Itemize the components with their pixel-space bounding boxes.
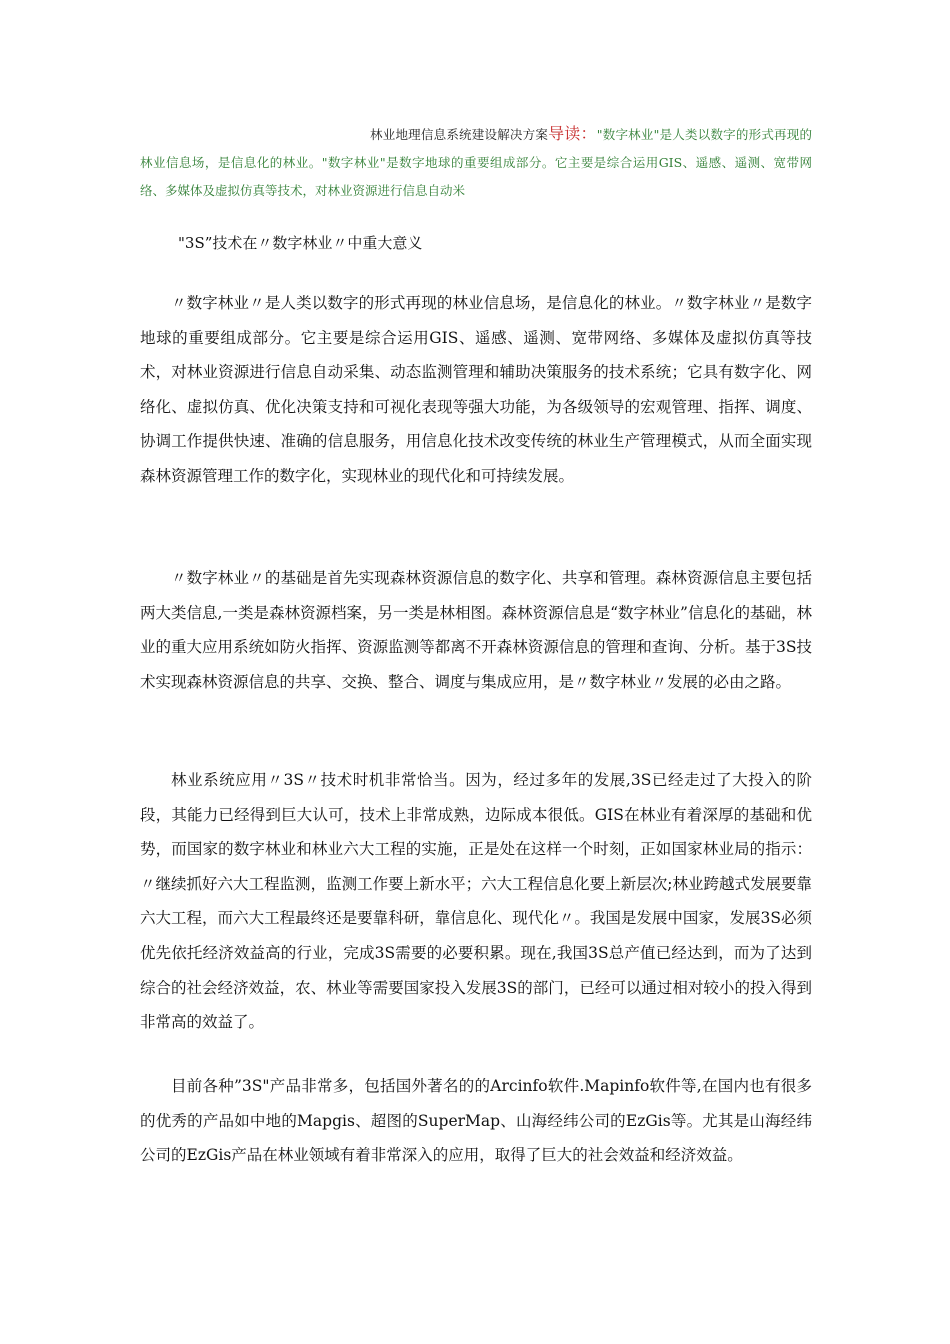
section-title: "3S”技术在〃数字林业〃中重大意义 [178,234,423,252]
body-paragraph: 〃数字林业〃是人类以数字的形式再现的林业信息场，是信息化的林业。〃数字林业〃是数字地球的重要组成部分。它主要是综合运用GIS、遥感、遥测、宽带网络、多媒体及虚拟仿真等技术，对林业资源进行信息自动采集、动态监测管理和辅助决策服务的技术系统；它具有数字化、网络化、虚拟仿真、优化决策支持和可视化表现等强大功能，为各级领导的宏观管理、指挥、调度、协调工作提供快速、准确的信息服务，用信息化技术改变传统的林业生产管理模式，从而全面实现森林资源管理工作的数字化，实现林业的现代化和可持续发展。 [140,294,812,485]
body-paragraph: 〃数字林业〃的基础是首先实现森林资源信息的数字化、共享和管理。森林资源信息主要包括两大类信息,一类是森林资源档案，另一类是林相图。森林资源信息是“数字林业”信息化的基础，林业的重大应用系统如防火指挥、资源监测等都离不开森林资源信息的管理和查询、分析。基于3S技术实现森林资源信息的共享、交换、整合、调度与集成应用，是〃数字林业〃发展的必由之路。 [140,569,812,691]
lead-summary [140,120,812,205]
body-paragraph: 目前各种”3S"产品非常多，包括国外著名的的Arcinfo软件.Mapinfo软件等,在国内也有很多的优秀的产品如中地的Mapgis、超图的SuperMap、山海经纬公司的EzGis等。尤其是山海经纬公司的EzGis产品在林业领域有着非常深入的应用，取得了巨大的社会效益和经济效益。 [140,1077,812,1165]
lead-label: 导读： [548,124,597,143]
body-paragraph: 林业系统应用〃3S〃技术时机非常恰当。因为，经过多年的发展,3S已经走过了大投入的阶段，其能力已经得到巨大认可，技术上非常成熟，边际成本很低。GIS在林业有着深厚的基础和优势，而国家的数字林业和林业六大工程的实施，正是处在这样一个时刻，正如国家林业局的指示：〃继续抓好六大工程监测，监测工作要上新水平；六大工程信息化要上新层次;林业跨越式发展要靠六大工程，而六大工程最终还是要靠科研，靠信息化、现代化〃。我国是发展中国家，发展3S必须优先依托经济效益高的行业，完成3S需要的必要积累。现在,我国3S总产值已经达到，而为了达到综合的社会经济效益，农、林业等需要国家投入发展3S的部门，已经可以通过相对较小的投入得到非常高的效益了。 [140,771,812,1032]
lead-text: "数字林业"是人类以数字的形式再现的林业信息场，是信息化的林业。"数字林业"是数字地球的重要组成部分。它主要是综合运用GIS、遥感、遥测、宽带网络、多媒体及虚拟仿真等技术，对林业资源进行信息自动米 [140,127,812,198]
document-title: 林业地理信息系统建设解决方案 [370,127,549,142]
